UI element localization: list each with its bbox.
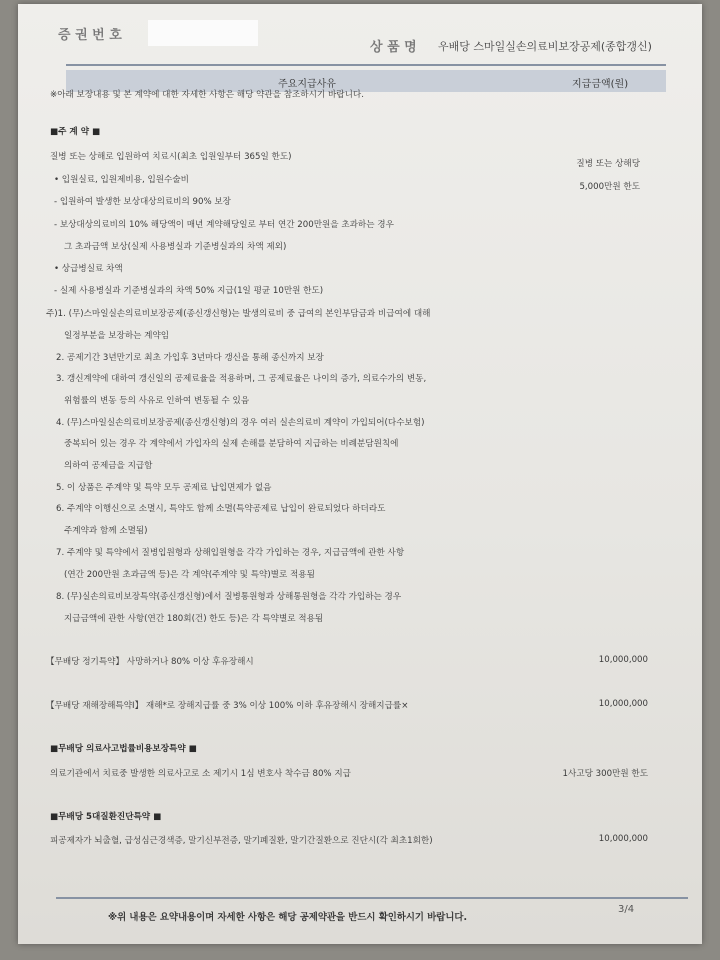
benefit-line: 의료기관에서 치료중 발생한 의료사고로 소 제기시 1심 변호사 착수금 80% 지급 bbox=[50, 769, 351, 779]
product-label: 상 품 명 bbox=[370, 40, 417, 55]
benefit-amount: 질병 또는 상해당 bbox=[576, 159, 640, 169]
benefit-line: 6. 주계약 이행신으로 소멸시, 특약도 함께 소멸(특약공제료 납입이 완료되었다 하더라도 bbox=[56, 504, 386, 514]
section-heading: ■무배당 5대질환진단특약 ■ bbox=[50, 812, 162, 822]
benefit-line: 의하여 공제금을 지급함 bbox=[64, 461, 153, 471]
benefit-line: ※아래 보장내용 및 본 계약에 대한 자세한 사항은 해당 약관을 참조하시기 바랍니다. bbox=[50, 90, 364, 100]
document-header bbox=[18, 4, 702, 60]
benefit-line: 8. (무)실손의료비보장특약(종신갱신형)에서 질병통원형과 상해통원형을 각각 가입하는 경우 bbox=[56, 592, 402, 602]
benefit-line: • 입원실료, 입원제비용, 입원수술비 bbox=[54, 175, 189, 185]
benefit-amount: 10,000,000 bbox=[598, 655, 648, 665]
section-heading: ■주 계 약 ■ bbox=[50, 127, 101, 137]
header-amount: 지급금액(원) bbox=[572, 79, 629, 90]
benefit-line: 4. (무)스마일실손의료비보장공제(종신갱신형)의 경우 여러 실손의료비 계약이 가입되어(다수보험) bbox=[56, 418, 425, 428]
benefit-line: 주)1. (무)스마일실손의료비보장공제(종신갱신형)는 발생의료비 중 급여의 본인부담금과 비급여에 대해 bbox=[46, 309, 431, 319]
page-number: 3/4 bbox=[618, 904, 635, 915]
footer-note: ※위 내용은 요약내용이며 자세한 사항은 해당 공제약관을 반드시 확인하시기 바랍니다. bbox=[108, 912, 468, 923]
benefit-line: 【무배당 재해장해특약Ⅰ】 재해*로 장해지급률 중 3% 이상 100% 이하 후유장해시 장해지급률× bbox=[46, 701, 409, 711]
benefit-amount: 5,000만원 한도 bbox=[579, 182, 640, 192]
benefit-line: 질병 또는 상해로 입원하여 치료시(최초 입원일부터 365일 한도) bbox=[50, 152, 292, 162]
benefit-line: 5. 이 상품은 주계약 및 특약 모두 공제료 납입면제가 없음 bbox=[56, 483, 272, 493]
header-reason: 주요지급사유 bbox=[278, 79, 336, 90]
benefit-line: - 보상대상의료비의 10% 해당액이 매년 계약해당일로 부터 연간 200만원을 초과하는 경우 bbox=[54, 220, 394, 230]
benefit-line: 중복되어 있는 경우 각 계약에서 가입자의 실제 손해를 분담하여 지급하는 비례분담원칙에 bbox=[64, 439, 399, 449]
benefit-amount: 10,000,000 bbox=[598, 699, 648, 709]
redacted-policy-number bbox=[148, 20, 258, 46]
document-page bbox=[18, 4, 702, 944]
table-top-rule bbox=[66, 64, 666, 66]
benefit-line: 피공제자가 뇌출혈, 급성심근경색증, 말기신부전증, 말기폐질환, 말기간질환으로 진단시(각 최초1회한) bbox=[50, 836, 433, 846]
policy-number-label: 증 권 번 호 bbox=[58, 28, 122, 43]
benefit-line: 지급금액에 관한 사항(연간 180회(건) 한도 등)은 각 특약별로 적용됨 bbox=[64, 614, 324, 624]
footer-rule bbox=[56, 897, 688, 899]
benefit-line: 7. 주계약 및 특약에서 질병입원형과 상해입원형을 각각 가입하는 경우, 지급금액에 관한 사항 bbox=[56, 548, 405, 558]
benefit-amount: 1사고당 300만원 한도 bbox=[562, 769, 648, 779]
benefit-line: (연간 200만원 초과금액 등)은 각 계약(주계약 및 특약)별로 적용됨 bbox=[64, 570, 315, 580]
benefit-line: 일정부분을 보장하는 계약임 bbox=[64, 331, 170, 341]
benefit-line: - 실제 사용병실과 기준병실과의 차액 50% 지급(1일 평균 10만원 한도) bbox=[54, 286, 324, 296]
product-name: 우배당 스마일실손의료비보장공제(종합갱신) bbox=[438, 40, 652, 53]
section-heading: ■무배당 의료사고법률비용보장특약 ■ bbox=[50, 744, 197, 754]
benefit-amount: 10,000,000 bbox=[598, 834, 648, 844]
benefit-line: 그 초과금액 보상(실제 사용병실과 기준병실과의 차액 제외) bbox=[64, 242, 287, 252]
benefit-line: - 입원하여 발생한 보상대상의료비의 90% 보장 bbox=[54, 197, 231, 207]
benefit-line: 주계약과 함께 소멸됨) bbox=[64, 526, 148, 536]
benefit-line: • 상급병실료 차액 bbox=[54, 264, 123, 274]
benefit-line: 2. 공제기간 3년만기로 최초 가입후 3년마다 갱신을 통해 종신까지 보장 bbox=[56, 353, 324, 363]
benefit-line: 【무배당 정기특약】 사망하거나 80% 이상 후유장해시 bbox=[46, 657, 254, 667]
benefit-line: 위험률의 변동 등의 사유로 인하여 변동될 수 있음 bbox=[64, 396, 250, 406]
benefit-line: 3. 갱신계약에 대하여 갱신일의 공제료율을 적용하며, 그 공제료율은 나이의 증가, 의료수가의 변동, bbox=[56, 374, 427, 384]
